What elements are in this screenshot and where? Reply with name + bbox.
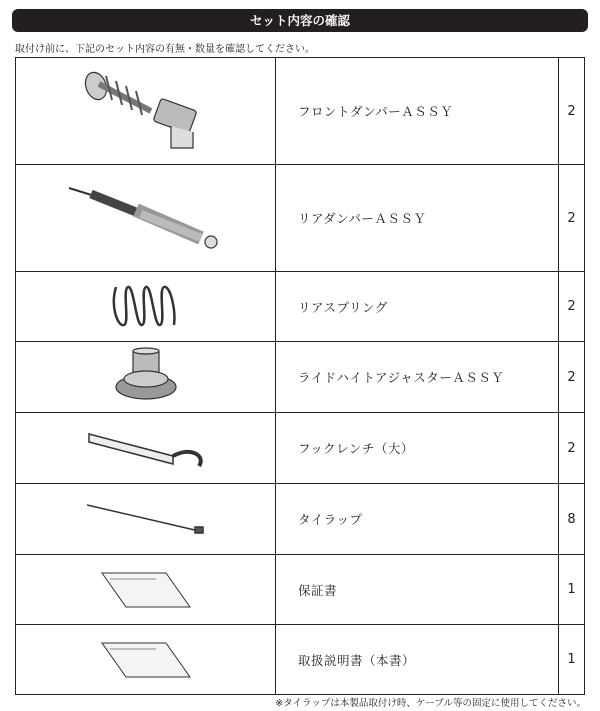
warranty-card-icon [96, 567, 196, 612]
item-quantity: 1 [559, 625, 585, 695]
item-name: フロントダンパーＡＳＳＹ [276, 58, 559, 165]
item-quantity: 8 [559, 484, 585, 555]
image-cell [16, 272, 276, 342]
item-name: リアスプリング [276, 272, 559, 342]
section-header [12, 9, 588, 32]
manual-icon [96, 637, 196, 682]
item-name: リアダンパーＡＳＳＹ [276, 165, 559, 272]
table-row [16, 555, 585, 625]
image-cell [16, 484, 276, 555]
item-name: 保証書 [276, 555, 559, 625]
table-row [16, 413, 585, 484]
item-name: フックレンチ（大） [276, 413, 559, 484]
image-cell [16, 165, 276, 272]
table-row [16, 272, 585, 342]
image-cell [16, 625, 276, 695]
table-row [16, 484, 585, 555]
footnote: ※タイラップは本製品取付け時、ケーブル等の固定に使用してください。 [275, 698, 586, 709]
item-quantity: 2 [559, 413, 585, 484]
table-row [16, 625, 585, 695]
spring-icon [106, 279, 186, 334]
item-quantity: 2 [559, 272, 585, 342]
table-row [16, 342, 585, 413]
image-cell [16, 555, 276, 625]
item-quantity: 2 [559, 58, 585, 165]
ride-height-adjuster-icon [111, 347, 181, 407]
item-name: 取扱説明書（本書） [276, 625, 559, 695]
front-damper-icon [71, 66, 221, 156]
item-quantity: 2 [559, 165, 585, 272]
cable-tie-icon [81, 499, 211, 539]
section-title: セット内容の確認 [249, 13, 350, 28]
image-cell [16, 342, 276, 413]
table-row [16, 58, 585, 165]
rear-damper-icon [61, 178, 231, 258]
hook-wrench-icon [81, 426, 211, 471]
item-quantity: 2 [559, 342, 585, 413]
item-name: ライドハイトアジャスターＡＳＳＹ [276, 342, 559, 413]
item-name: タイラップ [276, 484, 559, 555]
intro-text: 取付け前に、下記のセット内容の有無・数量を確認してください。 [15, 44, 315, 55]
contents-table [15, 57, 585, 695]
item-quantity: 1 [559, 555, 585, 625]
image-cell [16, 58, 276, 165]
image-cell [16, 413, 276, 484]
table-row [16, 165, 585, 272]
